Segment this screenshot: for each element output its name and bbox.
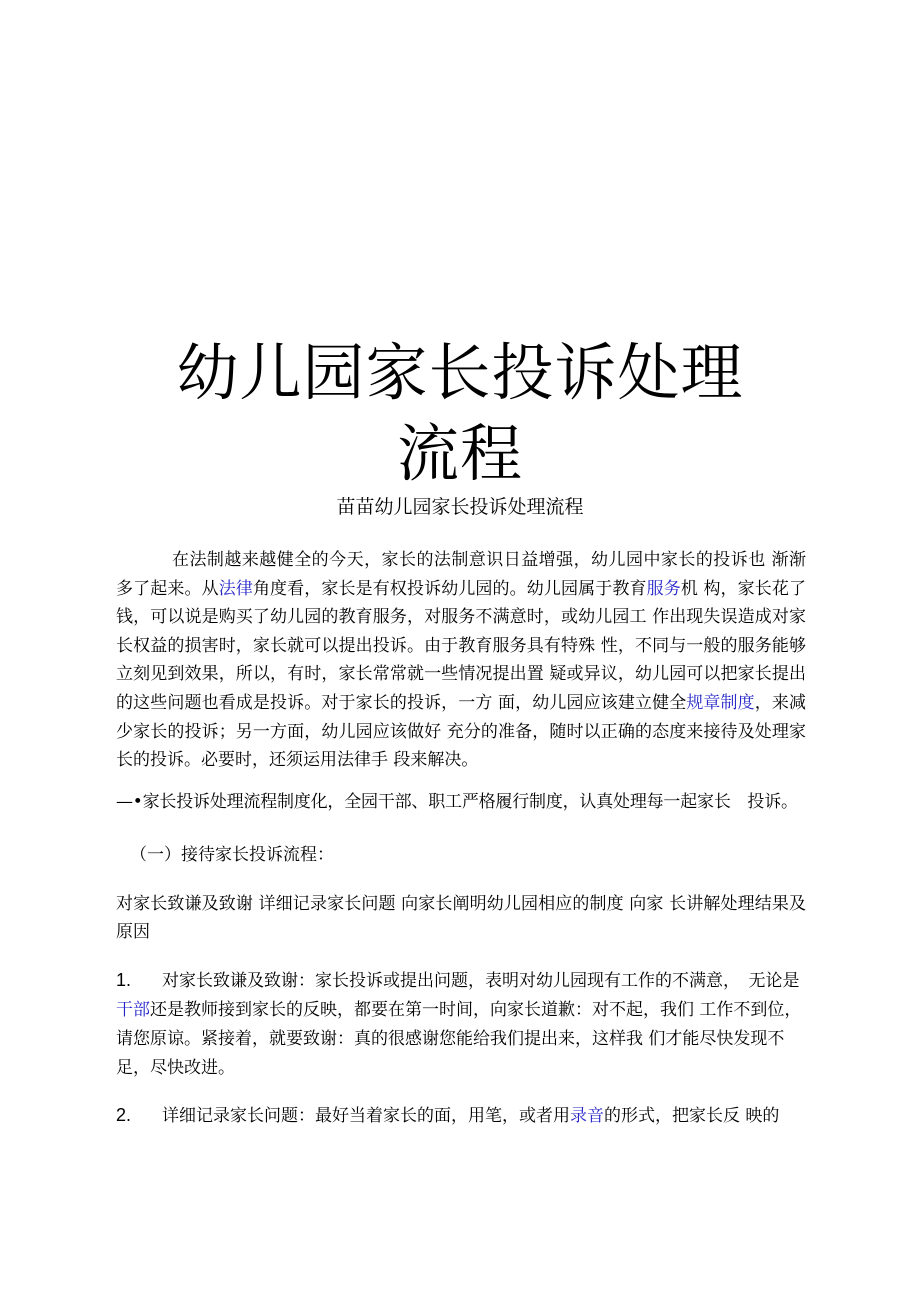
link-law[interactable]: 法律 xyxy=(218,578,253,599)
intro-text-3: 机 构，家长花了钱，可以说是购买了幼儿园的教育服务，对服务不满意时，或幼儿园工 作出现失误造成对家长权益的损害时，家长就可以提出投诉。由于教育服务具有特殊 性，不同与一般的服务能够立刻见到效果，所以，有时，家长常常就一些情况提出置 疑或异议，幼儿园可以把家长提出的这些问题也看成是投诉。对于家长的投诉，一方 面，幼儿园应该建立健全 xyxy=(116,578,807,713)
list-item-1 xyxy=(116,966,806,1083)
intro-text-2: 角度看，家长是有权投诉幼儿园的。幼儿园属于教育 xyxy=(252,578,647,599)
list-item-1-text-1: 对家长致谦及致谢：家长投诉或提出问题，表明对幼儿园现有工作的不满意， 无论是 xyxy=(162,971,800,991)
document-title-line-1: 幼儿园家长投诉处理 xyxy=(176,336,744,409)
link-recording[interactable]: 录音 xyxy=(570,1106,604,1126)
list-item-1-text-2: 还是教师接到家长的反映，都要在第一时间，向家长道歉：对不起，我们 工作不到位，请您原谅。紧接着，就要致谢：真的很感谢您能给我们提出来，这样我 们才能尽快发现不足，尽快改进。 xyxy=(116,1000,802,1078)
list-item-2-number: 2. xyxy=(116,1105,132,1125)
list-item-2-text-2: 的形式，把家长反 映的 xyxy=(604,1106,780,1126)
link-cadre[interactable]: 干部 xyxy=(116,1000,150,1020)
intro-text-4: ，来减少家长的投诉；另一方面，幼儿园应该做好 充分的准备，随时以正确的态度来接待及处理家长的投诉。必要时，还须运用法律手 段来解决。 xyxy=(116,692,807,771)
intro-paragraph xyxy=(116,546,806,775)
link-service[interactable]: 服务 xyxy=(646,578,681,599)
document-title-line-2: 流程 xyxy=(396,417,523,490)
steps-summary: 对家长致谦及致谢 详细记录家长问题 向家长阐明幼儿园相应的制度 向家 长讲解处理结果及原因 xyxy=(116,894,806,942)
intro-text-1: 在法制越来越健全的今天，家长的法制意识日益增强，幼儿园中家长的投诉也 渐渐多了起来。从 xyxy=(116,550,806,599)
list-item-1-number: 1. xyxy=(116,970,132,990)
link-rules[interactable]: 规章制度 xyxy=(686,692,755,713)
section-one-heading: —•家长投诉处理流程制度化，全园干部、职工严格履行制度，认真处理每一起家长 投诉。 xyxy=(116,792,798,812)
list-item-2-text-1: 详细记录家长问题：最好当着家长的面，用笔，或者用 xyxy=(162,1106,570,1126)
subsection-one-heading: （一）接待家长投诉流程： xyxy=(130,845,334,865)
document-subtitle: 苗苗幼儿园家长投诉处理流程 xyxy=(336,496,584,518)
list-item-2 xyxy=(116,1101,806,1131)
